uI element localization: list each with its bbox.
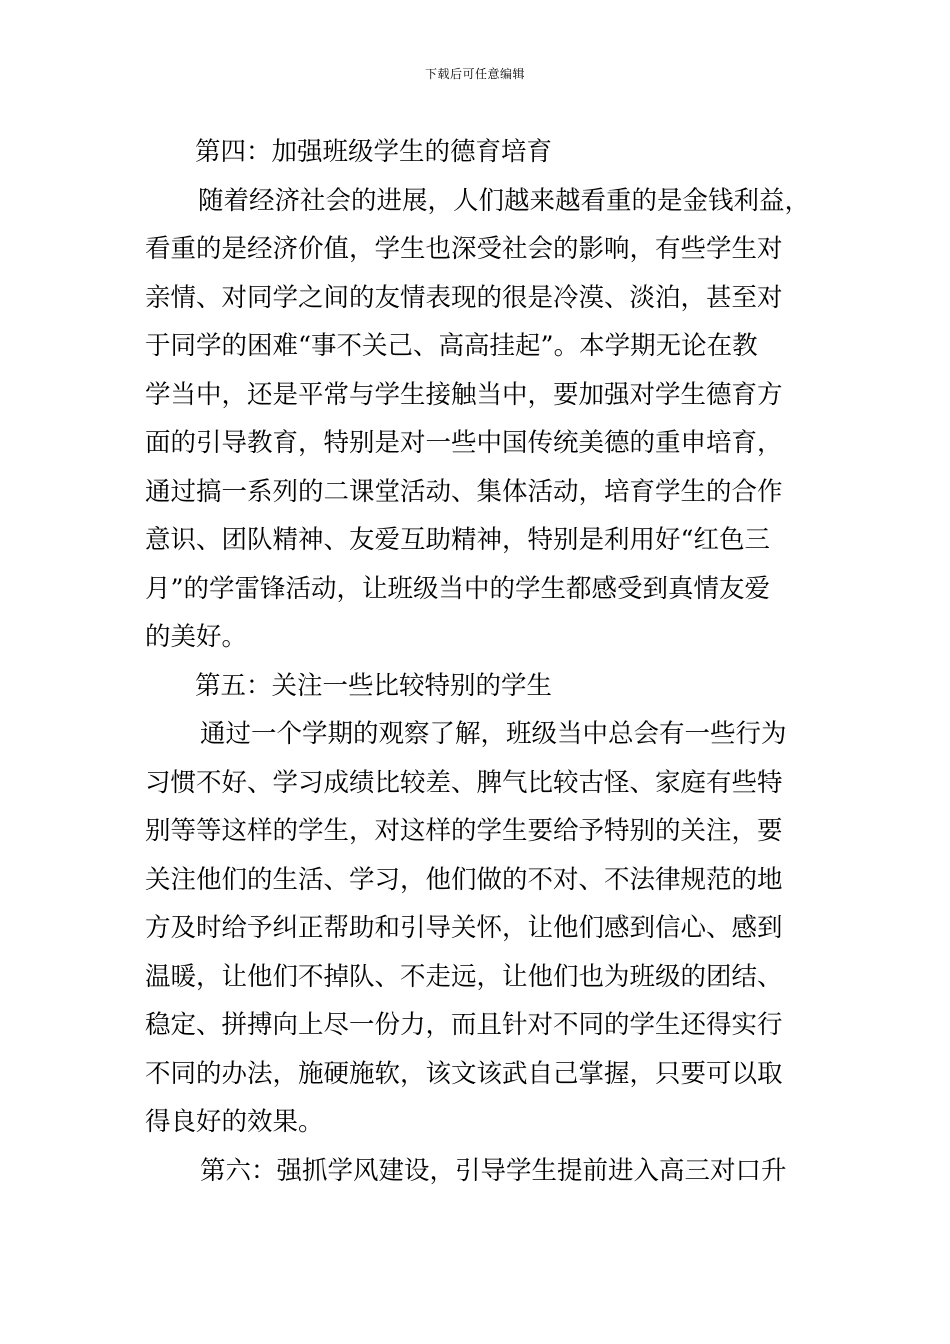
paragraph-line: 看重的是经济价值，学生也深受社会的影响，有些学生对 [145,234,783,264]
paragraph-line: 意识、团队精神、友爱互助精神，特别是利用好“红色三 [145,525,771,555]
paragraph-line: 学当中，还是平常与学生接触当中，要加强对学生德育方 [145,379,783,410]
paragraph-line: 温暖，让他们不掉队、不走远，让他们也为班级的团结、 [145,961,783,992]
page-header: 下载后可任意编辑 [424,67,525,81]
paragraph-line: 习惯不好、学习成绩比较差、脾气比较古怪、家庭有些特 [145,767,783,798]
paragraph-line: 通过一个学期的观察了解，班级当中总会有一些行为 [200,719,787,749]
document-body [145,128,815,1195]
paragraph-line: 别等等这样的学生，对这样的学生要给予特别的关注，要 [145,816,783,846]
paragraph-line: 随着经济社会的进展，人们越来越看重的是金钱利益， [198,185,811,216]
paragraph-line: 的美好。 [145,622,248,652]
paragraph-line: 于同学的困难“事不关己、高高挂起”。本学期无论在教 [145,331,758,361]
section-heading-6: 第六：强抓学风建设，引导学生提前进入高三对口升 [200,1155,787,1186]
paragraph-line: 不同的办法，施硬施软，该文该武自己掌握，只要可以取 [145,1058,783,1089]
section-heading-5: 第五：关注一些比较特别的学生 [195,670,553,701]
paragraph-line: 通过搞一系列的二课堂活动、集体活动，培育学生的合作 [145,476,783,507]
paragraph-line: 月”的学雷锋活动，让班级当中的学生都感受到真情友爱 [145,573,771,604]
paragraph-line: 得良好的效果。 [145,1107,324,1137]
paragraph-line: 关注他们的生活、学习，他们做的不对、不法律规范的地 [145,864,783,895]
paragraph-line: 稳定、拼搏向上尽一份力，而且针对不同的学生还得实行 [145,1010,783,1040]
paragraph-line: 亲情、对同学之间的友情表现的很是冷漠、淡泊，甚至对 [145,282,783,313]
section-heading-4: 第四：加强班级学生的德育培育 [195,137,553,167]
paragraph-line: 方及时给予纠正帮助和引导关怀，让他们感到信心、感到 [145,913,783,943]
paragraph-line: 面的引导教育，特别是对一些中国传统美德的重申培育， [145,428,783,458]
